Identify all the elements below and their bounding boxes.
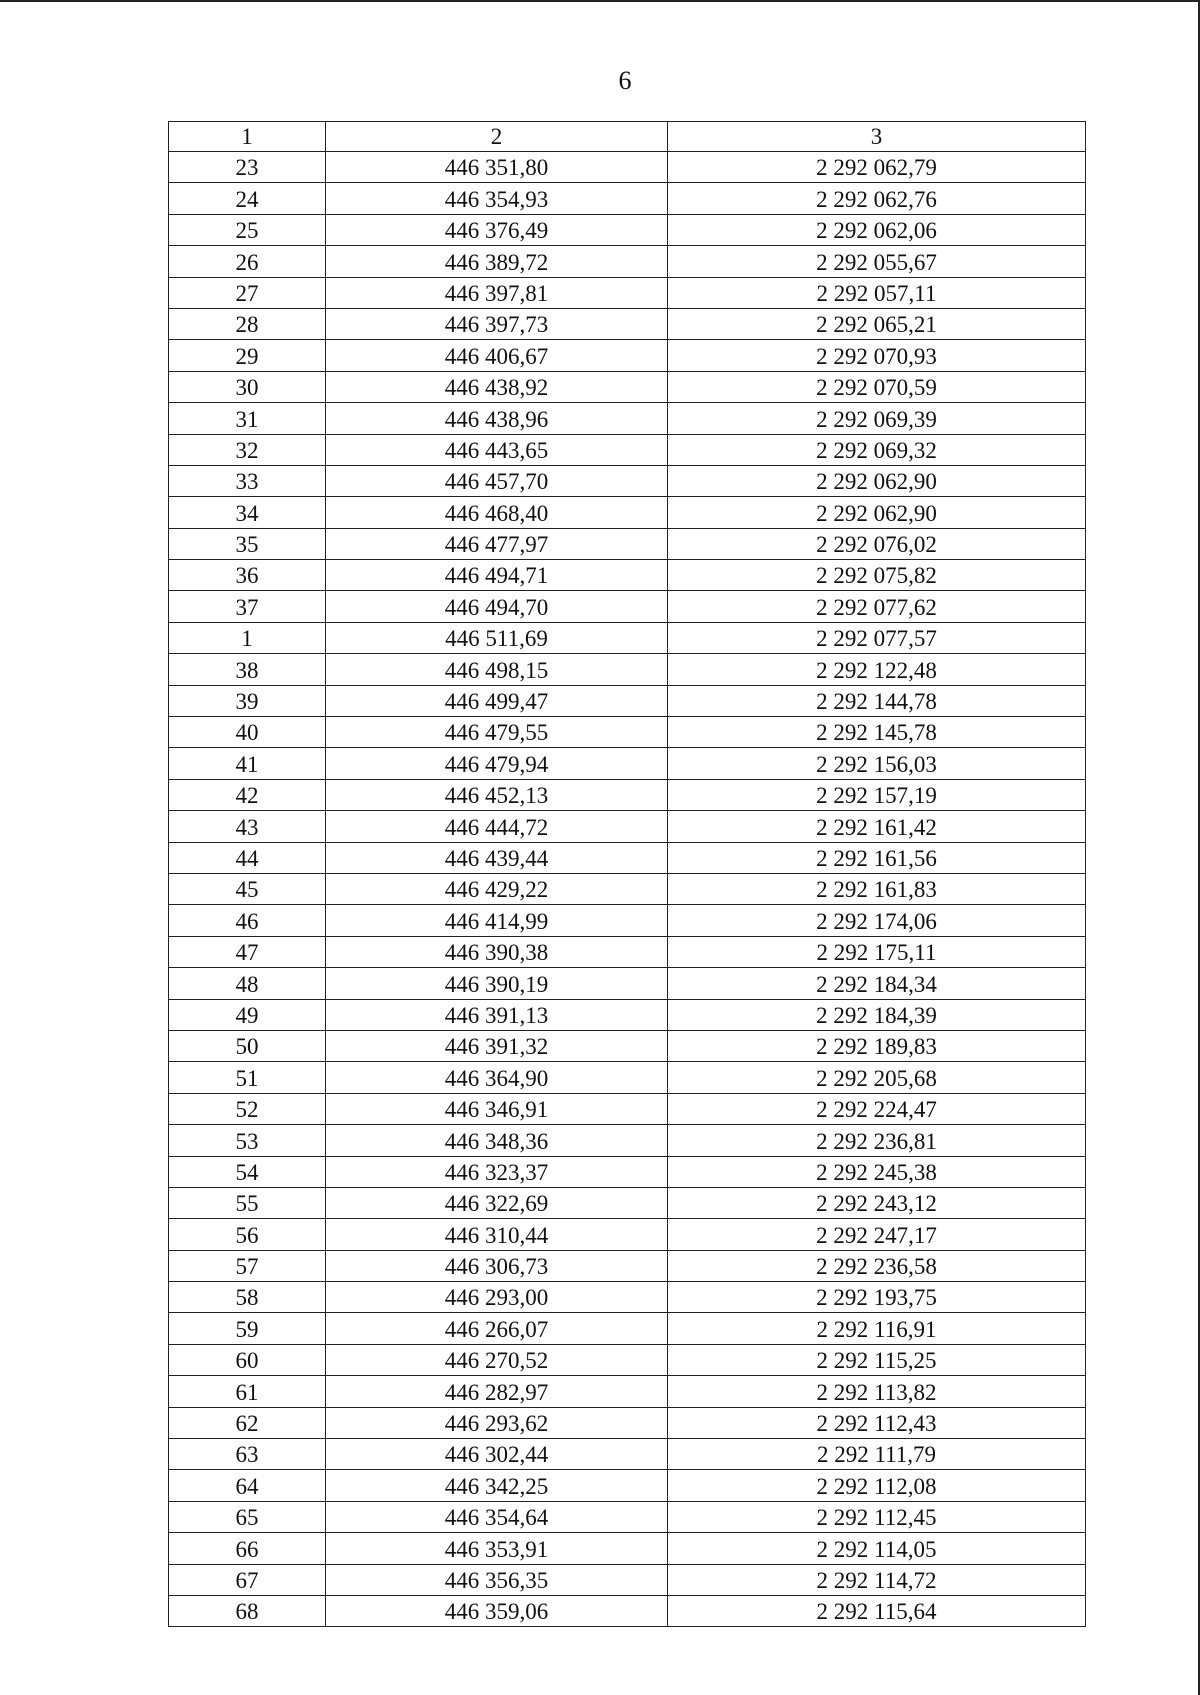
y-coordinate-cell: 2 292 193,75 [668,1282,1086,1313]
point-number-cell: 54 [169,1156,326,1187]
table-row [169,246,1086,277]
y-coordinate-cell: 2 292 114,72 [668,1564,1086,1595]
table-row [169,1439,1086,1470]
point-number-cell: 66 [169,1533,326,1564]
table-row [169,214,1086,245]
x-coordinate-cell: 446 499,47 [326,685,668,716]
table-row [169,308,1086,339]
y-coordinate-cell: 2 292 111,79 [668,1439,1086,1470]
table-row [169,842,1086,873]
y-coordinate-cell: 2 292 161,83 [668,873,1086,904]
point-number-cell: 68 [169,1595,326,1626]
point-number-cell: 67 [169,1564,326,1595]
x-coordinate-cell: 446 270,52 [326,1344,668,1375]
table-row [169,1344,1086,1375]
x-coordinate-cell: 446 376,49 [326,214,668,245]
y-coordinate-cell: 2 292 157,19 [668,779,1086,810]
point-number-cell: 26 [169,246,326,277]
x-coordinate-cell: 446 348,36 [326,1125,668,1156]
y-coordinate-cell: 2 292 145,78 [668,717,1086,748]
table-row [169,622,1086,653]
table-row [169,371,1086,402]
x-coordinate-cell: 446 359,06 [326,1595,668,1626]
x-coordinate-cell: 446 444,72 [326,811,668,842]
table-row [169,1250,1086,1281]
y-coordinate-cell: 2 292 062,90 [668,465,1086,496]
y-coordinate-cell: 2 292 184,39 [668,999,1086,1030]
y-coordinate-cell: 2 292 070,59 [668,371,1086,402]
y-coordinate-cell: 2 292 062,06 [668,214,1086,245]
table-row [169,340,1086,371]
table-row [169,779,1086,810]
y-coordinate-cell: 2 292 175,11 [668,936,1086,967]
x-coordinate-cell: 446 293,62 [326,1407,668,1438]
table-row [169,560,1086,591]
table-row [169,277,1086,308]
table-row [169,465,1086,496]
point-number-cell: 50 [169,1030,326,1061]
x-coordinate-cell: 446 397,73 [326,308,668,339]
y-coordinate-cell: 2 292 112,08 [668,1470,1086,1501]
y-coordinate-cell: 2 292 243,12 [668,1187,1086,1218]
x-coordinate-cell: 446 266,07 [326,1313,668,1344]
point-number-cell: 32 [169,434,326,465]
table-row [169,654,1086,685]
point-number-cell: 1 [169,622,326,653]
y-coordinate-cell: 2 292 070,93 [668,340,1086,371]
x-coordinate-cell: 446 364,90 [326,1062,668,1093]
y-coordinate-cell: 2 292 184,34 [668,968,1086,999]
y-coordinate-cell: 2 292 112,43 [668,1407,1086,1438]
x-coordinate-cell: 446 389,72 [326,246,668,277]
table-row [169,528,1086,559]
point-number-cell: 38 [169,654,326,685]
table-row [169,1282,1086,1313]
x-coordinate-cell: 446 457,70 [326,465,668,496]
table-row [169,1533,1086,1564]
x-coordinate-cell: 446 293,00 [326,1282,668,1313]
y-coordinate-cell: 2 292 247,17 [668,1219,1086,1250]
point-number-cell: 42 [169,779,326,810]
table-row [169,905,1086,936]
y-coordinate-cell: 2 292 062,76 [668,183,1086,214]
point-number-cell: 28 [169,308,326,339]
page-number: 6 [618,66,632,95]
column-header-1: 1 [169,122,326,152]
table-row [169,434,1086,465]
table-row [169,1470,1086,1501]
y-coordinate-cell: 2 292 076,02 [668,528,1086,559]
point-number-cell: 23 [169,152,326,183]
table-row [169,1219,1086,1250]
table-row [169,1062,1086,1093]
point-number-cell: 51 [169,1062,326,1093]
point-number-cell: 33 [169,465,326,496]
point-number-cell: 60 [169,1344,326,1375]
y-coordinate-cell: 2 292 115,25 [668,1344,1086,1375]
point-number-cell: 52 [169,1093,326,1124]
y-coordinate-cell: 2 292 069,39 [668,403,1086,434]
table-body [169,152,1086,1627]
x-coordinate-cell: 446 406,67 [326,340,668,371]
x-coordinate-cell: 446 346,91 [326,1093,668,1124]
x-coordinate-cell: 446 479,94 [326,748,668,779]
x-coordinate-cell: 446 397,81 [326,277,668,308]
table-row [169,1187,1086,1218]
point-number-cell: 45 [169,873,326,904]
x-coordinate-cell: 446 429,22 [326,873,668,904]
x-coordinate-cell: 446 452,13 [326,779,668,810]
y-coordinate-cell: 2 292 116,91 [668,1313,1086,1344]
point-number-cell: 24 [169,183,326,214]
y-coordinate-cell: 2 292 189,83 [668,1030,1086,1061]
x-coordinate-cell: 446 390,38 [326,936,668,967]
y-coordinate-cell: 2 292 205,68 [668,1062,1086,1093]
y-coordinate-cell: 2 292 115,64 [668,1595,1086,1626]
table-header-row [169,122,1086,152]
point-number-cell: 35 [169,528,326,559]
x-coordinate-cell: 446 494,70 [326,591,668,622]
point-number-cell: 41 [169,748,326,779]
point-number-cell: 44 [169,842,326,873]
y-coordinate-cell: 2 292 224,47 [668,1093,1086,1124]
x-coordinate-cell: 446 282,97 [326,1376,668,1407]
point-number-cell: 63 [169,1439,326,1470]
point-number-cell: 57 [169,1250,326,1281]
point-number-cell: 31 [169,403,326,434]
x-coordinate-cell: 446 391,13 [326,999,668,1030]
y-coordinate-cell: 2 292 062,90 [668,497,1086,528]
x-coordinate-cell: 446 479,55 [326,717,668,748]
y-coordinate-cell: 2 292 122,48 [668,654,1086,685]
x-coordinate-cell: 446 323,37 [326,1156,668,1187]
y-coordinate-cell: 2 292 245,38 [668,1156,1086,1187]
point-number-cell: 61 [169,1376,326,1407]
table-row [169,685,1086,716]
y-coordinate-cell: 2 292 156,03 [668,748,1086,779]
column-header-3: 3 [668,122,1086,152]
x-coordinate-cell: 446 477,97 [326,528,668,559]
table-row [169,968,1086,999]
column-header-2: 2 [326,122,668,152]
y-coordinate-cell: 2 292 144,78 [668,685,1086,716]
x-coordinate-cell: 446 342,25 [326,1470,668,1501]
point-number-cell: 37 [169,591,326,622]
y-coordinate-cell: 2 292 112,45 [668,1501,1086,1532]
y-coordinate-cell: 2 292 057,11 [668,277,1086,308]
y-coordinate-cell: 2 292 161,56 [668,842,1086,873]
table-row [169,1564,1086,1595]
point-number-cell: 56 [169,1219,326,1250]
x-coordinate-cell: 446 310,44 [326,1219,668,1250]
x-coordinate-cell: 446 498,15 [326,654,668,685]
point-number-cell: 25 [169,214,326,245]
x-coordinate-cell: 446 322,69 [326,1187,668,1218]
y-coordinate-cell: 2 292 062,79 [668,152,1086,183]
x-coordinate-cell: 446 351,80 [326,152,668,183]
x-coordinate-cell: 446 302,44 [326,1439,668,1470]
point-number-cell: 39 [169,685,326,716]
x-coordinate-cell: 446 390,19 [326,968,668,999]
x-coordinate-cell: 446 353,91 [326,1533,668,1564]
table-row [169,1030,1086,1061]
table-row [169,936,1086,967]
point-number-cell: 59 [169,1313,326,1344]
table-row [169,717,1086,748]
point-number-cell: 49 [169,999,326,1030]
table-row [169,1093,1086,1124]
x-coordinate-cell: 446 443,65 [326,434,668,465]
y-coordinate-cell: 2 292 065,21 [668,308,1086,339]
table-row [169,591,1086,622]
table-row [169,1313,1086,1344]
table-row [169,1501,1086,1532]
point-number-cell: 27 [169,277,326,308]
y-coordinate-cell: 2 292 114,05 [668,1533,1086,1564]
table-row [169,152,1086,183]
table-row [169,999,1086,1030]
y-coordinate-cell: 2 292 113,82 [668,1376,1086,1407]
y-coordinate-cell: 2 292 236,81 [668,1125,1086,1156]
point-number-cell: 58 [169,1282,326,1313]
point-number-cell: 46 [169,905,326,936]
table-row [169,1125,1086,1156]
point-number-cell: 53 [169,1125,326,1156]
x-coordinate-cell: 446 438,92 [326,371,668,402]
x-coordinate-cell: 446 511,69 [326,622,668,653]
y-coordinate-cell: 2 292 174,06 [668,905,1086,936]
point-number-cell: 62 [169,1407,326,1438]
table-row [169,1595,1086,1626]
x-coordinate-cell: 446 306,73 [326,1250,668,1281]
point-number-cell: 48 [169,968,326,999]
table-row [169,403,1086,434]
table-row [169,1407,1086,1438]
x-coordinate-cell: 446 494,71 [326,560,668,591]
y-coordinate-cell: 2 292 077,62 [668,591,1086,622]
point-number-cell: 64 [169,1470,326,1501]
table-row [169,873,1086,904]
table-row [169,497,1086,528]
point-number-cell: 65 [169,1501,326,1532]
x-coordinate-cell: 446 356,35 [326,1564,668,1595]
point-number-cell: 47 [169,936,326,967]
point-number-cell: 36 [169,560,326,591]
x-coordinate-cell: 446 354,64 [326,1501,668,1532]
y-coordinate-cell: 2 292 075,82 [668,560,1086,591]
table-row [169,748,1086,779]
y-coordinate-cell: 2 292 236,58 [668,1250,1086,1281]
x-coordinate-cell: 446 354,93 [326,183,668,214]
point-number-cell: 43 [169,811,326,842]
y-coordinate-cell: 2 292 161,42 [668,811,1086,842]
table-row [169,1156,1086,1187]
point-number-cell: 30 [169,371,326,402]
x-coordinate-cell: 446 468,40 [326,497,668,528]
table-row [169,811,1086,842]
point-number-cell: 55 [169,1187,326,1218]
x-coordinate-cell: 446 438,96 [326,403,668,434]
y-coordinate-cell: 2 292 077,57 [668,622,1086,653]
x-coordinate-cell: 446 414,99 [326,905,668,936]
y-coordinate-cell: 2 292 069,32 [668,434,1086,465]
x-coordinate-cell: 446 439,44 [326,842,668,873]
coordinates-table [168,121,1086,1627]
x-coordinate-cell: 446 391,32 [326,1030,668,1061]
table-row [169,1376,1086,1407]
point-number-cell: 29 [169,340,326,371]
table-row [169,183,1086,214]
y-coordinate-cell: 2 292 055,67 [668,246,1086,277]
point-number-cell: 40 [169,717,326,748]
point-number-cell: 34 [169,497,326,528]
